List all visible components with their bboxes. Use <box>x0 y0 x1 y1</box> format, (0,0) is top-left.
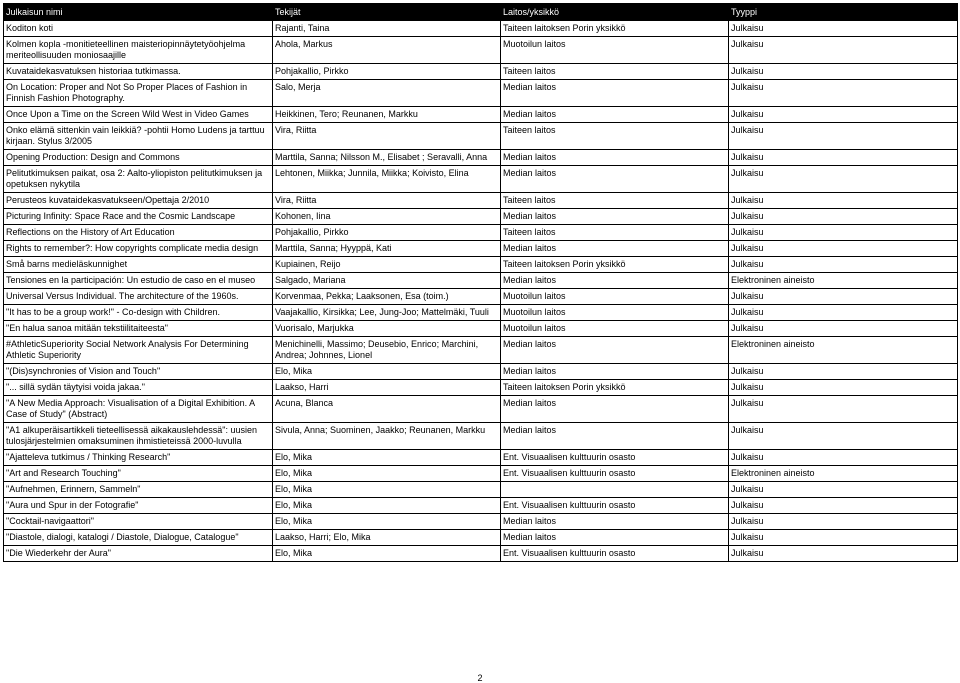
cell-authors: Ahola, Markus <box>273 37 501 64</box>
table-row <box>4 482 958 498</box>
cell-title: "(Dis)synchronies of Vision and Touch" <box>4 364 273 380</box>
cell-authors: Salgado, Mariana <box>273 273 501 289</box>
cell-authors: Vuorisalo, Marjukka <box>273 321 501 337</box>
cell-department: Median laitos <box>501 273 729 289</box>
cell-authors: Laakso, Harri <box>273 380 501 396</box>
cell-title: Universal Versus Individual. The architecture of the 1960s. <box>4 289 273 305</box>
table-row <box>4 241 958 257</box>
cell-type: Julkaisu <box>729 530 958 546</box>
cell-type: Julkaisu <box>729 546 958 562</box>
cell-title: Små barns medieläskunnighet <box>4 257 273 273</box>
cell-department: Median laitos <box>501 107 729 123</box>
cell-department: Median laitos <box>501 514 729 530</box>
table-row <box>4 209 958 225</box>
header-authors: Tekijät <box>273 4 501 21</box>
cell-authors: Elo, Mika <box>273 364 501 380</box>
cell-type: Julkaisu <box>729 107 958 123</box>
cell-type: Julkaisu <box>729 21 958 37</box>
header-department: Laitos/yksikkö <box>501 4 729 21</box>
cell-authors: Vira, Riitta <box>273 123 501 150</box>
table-row <box>4 80 958 107</box>
cell-type: Julkaisu <box>729 514 958 530</box>
cell-authors: Elo, Mika <box>273 546 501 562</box>
table-row <box>4 321 958 337</box>
table-row <box>4 150 958 166</box>
cell-authors: Vaajakallio, Kirsikka; Lee, Jung-Joo; Mattelmäki, Tuuli <box>273 305 501 321</box>
cell-department: Taiteen laitoksen Porin yksikkö <box>501 257 729 273</box>
cell-department: Median laitos <box>501 80 729 107</box>
cell-type: Julkaisu <box>729 364 958 380</box>
cell-department <box>501 482 729 498</box>
table-row <box>4 107 958 123</box>
cell-type: Julkaisu <box>729 166 958 193</box>
table-row <box>4 257 958 273</box>
table-row <box>4 193 958 209</box>
cell-title: Tensiones en la participación: Un estudio de caso en el museo <box>4 273 273 289</box>
cell-department: Median laitos <box>501 337 729 364</box>
cell-title: Reflections on the History of Art Education <box>4 225 273 241</box>
table-row <box>4 530 958 546</box>
cell-department: Ent. Visuaalisen kulttuurin osasto <box>501 498 729 514</box>
cell-title: Once Upon a Time on the Screen Wild West in Video Games <box>4 107 273 123</box>
page-number: 2 <box>477 673 483 683</box>
table-row <box>4 364 958 380</box>
table-row <box>4 546 958 562</box>
cell-type: Julkaisu <box>729 80 958 107</box>
cell-authors: Pohjakallio, Pirkko <box>273 64 501 80</box>
cell-authors: Elo, Mika <box>273 514 501 530</box>
table-row <box>4 396 958 423</box>
cell-type: Julkaisu <box>729 423 958 450</box>
cell-type: Julkaisu <box>729 150 958 166</box>
cell-authors: Kupiainen, Reijo <box>273 257 501 273</box>
cell-authors: Laakso, Harri; Elo, Mika <box>273 530 501 546</box>
cell-authors: Elo, Mika <box>273 450 501 466</box>
table-row <box>4 466 958 482</box>
cell-department: Taiteen laitos <box>501 193 729 209</box>
table-row <box>4 498 958 514</box>
cell-title: Picturing Infinity: Space Race and the Cosmic Landscape <box>4 209 273 225</box>
cell-department: Muotoilun laitos <box>501 321 729 337</box>
cell-department: Median laitos <box>501 166 729 193</box>
cell-type: Julkaisu <box>729 396 958 423</box>
header-type: Tyyppi <box>729 4 958 21</box>
cell-department: Taiteen laitos <box>501 225 729 241</box>
cell-department: Ent. Visuaalisen kulttuurin osasto <box>501 466 729 482</box>
table-row <box>4 305 958 321</box>
cell-department: Median laitos <box>501 396 729 423</box>
cell-type: Julkaisu <box>729 380 958 396</box>
table-row <box>4 225 958 241</box>
table-row <box>4 21 958 37</box>
cell-authors: Sivula, Anna; Suominen, Jaakko; Reunanen, Markku <box>273 423 501 450</box>
cell-title: "Die Wiederkehr der Aura" <box>4 546 273 562</box>
header-title: Julkaisun nimi <box>4 4 273 21</box>
cell-title: "Cocktail-navigaattori" <box>4 514 273 530</box>
cell-type: Julkaisu <box>729 37 958 64</box>
cell-department: Muotoilun laitos <box>501 289 729 305</box>
cell-authors: Elo, Mika <box>273 466 501 482</box>
cell-department: Median laitos <box>501 150 729 166</box>
cell-title: Kuvataidekasvatuksen historiaa tutkimassa. <box>4 64 273 80</box>
cell-title: "Aufnehmen, Erinnern, Sammeln" <box>4 482 273 498</box>
cell-title: "... sillä sydän täytyisi voida jakaa." <box>4 380 273 396</box>
cell-type: Elektroninen aineisto <box>729 273 958 289</box>
cell-title: "Diastole, dialogi, katalogi / Diastole, Dialogue, Catalogue" <box>4 530 273 546</box>
cell-authors: Pohjakallio, Pirkko <box>273 225 501 241</box>
cell-department: Taiteen laitos <box>501 123 729 150</box>
cell-department: Ent. Visuaalisen kulttuurin osasto <box>501 546 729 562</box>
table-row <box>4 337 958 364</box>
cell-department: Muotoilun laitos <box>501 37 729 64</box>
cell-title: Pelitutkimuksen paikat, osa 2: Aalto-yliopiston pelitutkimuksen ja opetuksen nykytila <box>4 166 273 193</box>
publications-table <box>3 3 958 562</box>
table-row <box>4 450 958 466</box>
cell-authors: Salo, Merja <box>273 80 501 107</box>
cell-authors: Rajanti, Taina <box>273 21 501 37</box>
table-body <box>4 21 958 562</box>
table-row <box>4 514 958 530</box>
cell-department: Median laitos <box>501 241 729 257</box>
cell-title: Kolmen kopla -monitieteellinen maisteriopinnäytetyöohjelma meriteollisuuden moniosaajille <box>4 37 273 64</box>
table-row <box>4 166 958 193</box>
cell-title: "A New Media Approach: Visualisation of a Digital Exhibition. A Case of Study" (Abstract) <box>4 396 273 423</box>
cell-authors: Vira, Riitta <box>273 193 501 209</box>
cell-title: "Ajatteleva tutkimus / Thinking Research" <box>4 450 273 466</box>
cell-type: Julkaisu <box>729 321 958 337</box>
cell-department: Taiteen laitos <box>501 64 729 80</box>
cell-department: Taiteen laitoksen Porin yksikkö <box>501 380 729 396</box>
cell-type: Julkaisu <box>729 241 958 257</box>
table-row <box>4 423 958 450</box>
table-row <box>4 380 958 396</box>
cell-type: Elektroninen aineisto <box>729 337 958 364</box>
cell-title: Koditon koti <box>4 21 273 37</box>
cell-type: Julkaisu <box>729 257 958 273</box>
table-row <box>4 64 958 80</box>
cell-title: #AthleticSuperiority Social Network Analysis For Determining Athletic Superiority <box>4 337 273 364</box>
cell-type: Julkaisu <box>729 450 958 466</box>
cell-type: Julkaisu <box>729 225 958 241</box>
cell-title: "It has to be a group work!" - Co-design with Children. <box>4 305 273 321</box>
cell-authors: Marttila, Sanna; Nilsson M., Elisabet ; Seravalli, Anna <box>273 150 501 166</box>
cell-title: "A1 alkuperäisartikkeli tieteellisessä aikakauslehdessä": uusien tulosjärjestelmien omaksuminen ihmistieteissä 2000-luvulla <box>4 423 273 450</box>
cell-title: Onko elämä sittenkin vain leikkiä? -pohtii Homo Ludens ja tarttuu kirjaan. Stylus 3/2005 <box>4 123 273 150</box>
table-row <box>4 123 958 150</box>
cell-authors: Marttila, Sanna; Hyyppä, Kati <box>273 241 501 257</box>
cell-type: Julkaisu <box>729 123 958 150</box>
table-row <box>4 273 958 289</box>
cell-authors: Korvenmaa, Pekka; Laaksonen, Esa (toim.) <box>273 289 501 305</box>
cell-title: "Aura und Spur in der Fotografie" <box>4 498 273 514</box>
table-row <box>4 37 958 64</box>
cell-department: Ent. Visuaalisen kulttuurin osasto <box>501 450 729 466</box>
cell-department: Median laitos <box>501 530 729 546</box>
cell-title: Perusteos kuvataidekasvatukseen/Opettaja 2/2010 <box>4 193 273 209</box>
cell-authors: Heikkinen, Tero; Reunanen, Markku <box>273 107 501 123</box>
cell-type: Julkaisu <box>729 193 958 209</box>
cell-department: Taiteen laitoksen Porin yksikkö <box>501 21 729 37</box>
cell-type: Julkaisu <box>729 305 958 321</box>
cell-authors: Acuna, Blanca <box>273 396 501 423</box>
cell-title: Rights to remember?: How copyrights complicate media design <box>4 241 273 257</box>
cell-title: "En halua sanoa mitään tekstiilitaiteesta" <box>4 321 273 337</box>
header-row <box>4 4 958 21</box>
cell-type: Elektroninen aineisto <box>729 466 958 482</box>
cell-department: Median laitos <box>501 209 729 225</box>
cell-department: Median laitos <box>501 423 729 450</box>
cell-authors: Kohonen, Iina <box>273 209 501 225</box>
cell-type: Julkaisu <box>729 482 958 498</box>
cell-type: Julkaisu <box>729 498 958 514</box>
cell-type: Julkaisu <box>729 209 958 225</box>
cell-department: Median laitos <box>501 364 729 380</box>
cell-authors: Lehtonen, Miikka; Junnila, Miikka; Koivisto, Elina <box>273 166 501 193</box>
cell-type: Julkaisu <box>729 64 958 80</box>
cell-authors: Menichinelli, Massimo; Deusebio, Enrico; Marchini, Andrea; Johnnes, Lionel <box>273 337 501 364</box>
cell-title: "Art and Research Touching" <box>4 466 273 482</box>
cell-title: On Location: Proper and Not So Proper Places of Fashion in Finnish Fashion Photography. <box>4 80 273 107</box>
cell-authors: Elo, Mika <box>273 498 501 514</box>
cell-authors: Elo, Mika <box>273 482 501 498</box>
cell-department: Muotoilun laitos <box>501 305 729 321</box>
cell-title: Opening Production: Design and Commons <box>4 150 273 166</box>
cell-type: Julkaisu <box>729 289 958 305</box>
table-row <box>4 289 958 305</box>
